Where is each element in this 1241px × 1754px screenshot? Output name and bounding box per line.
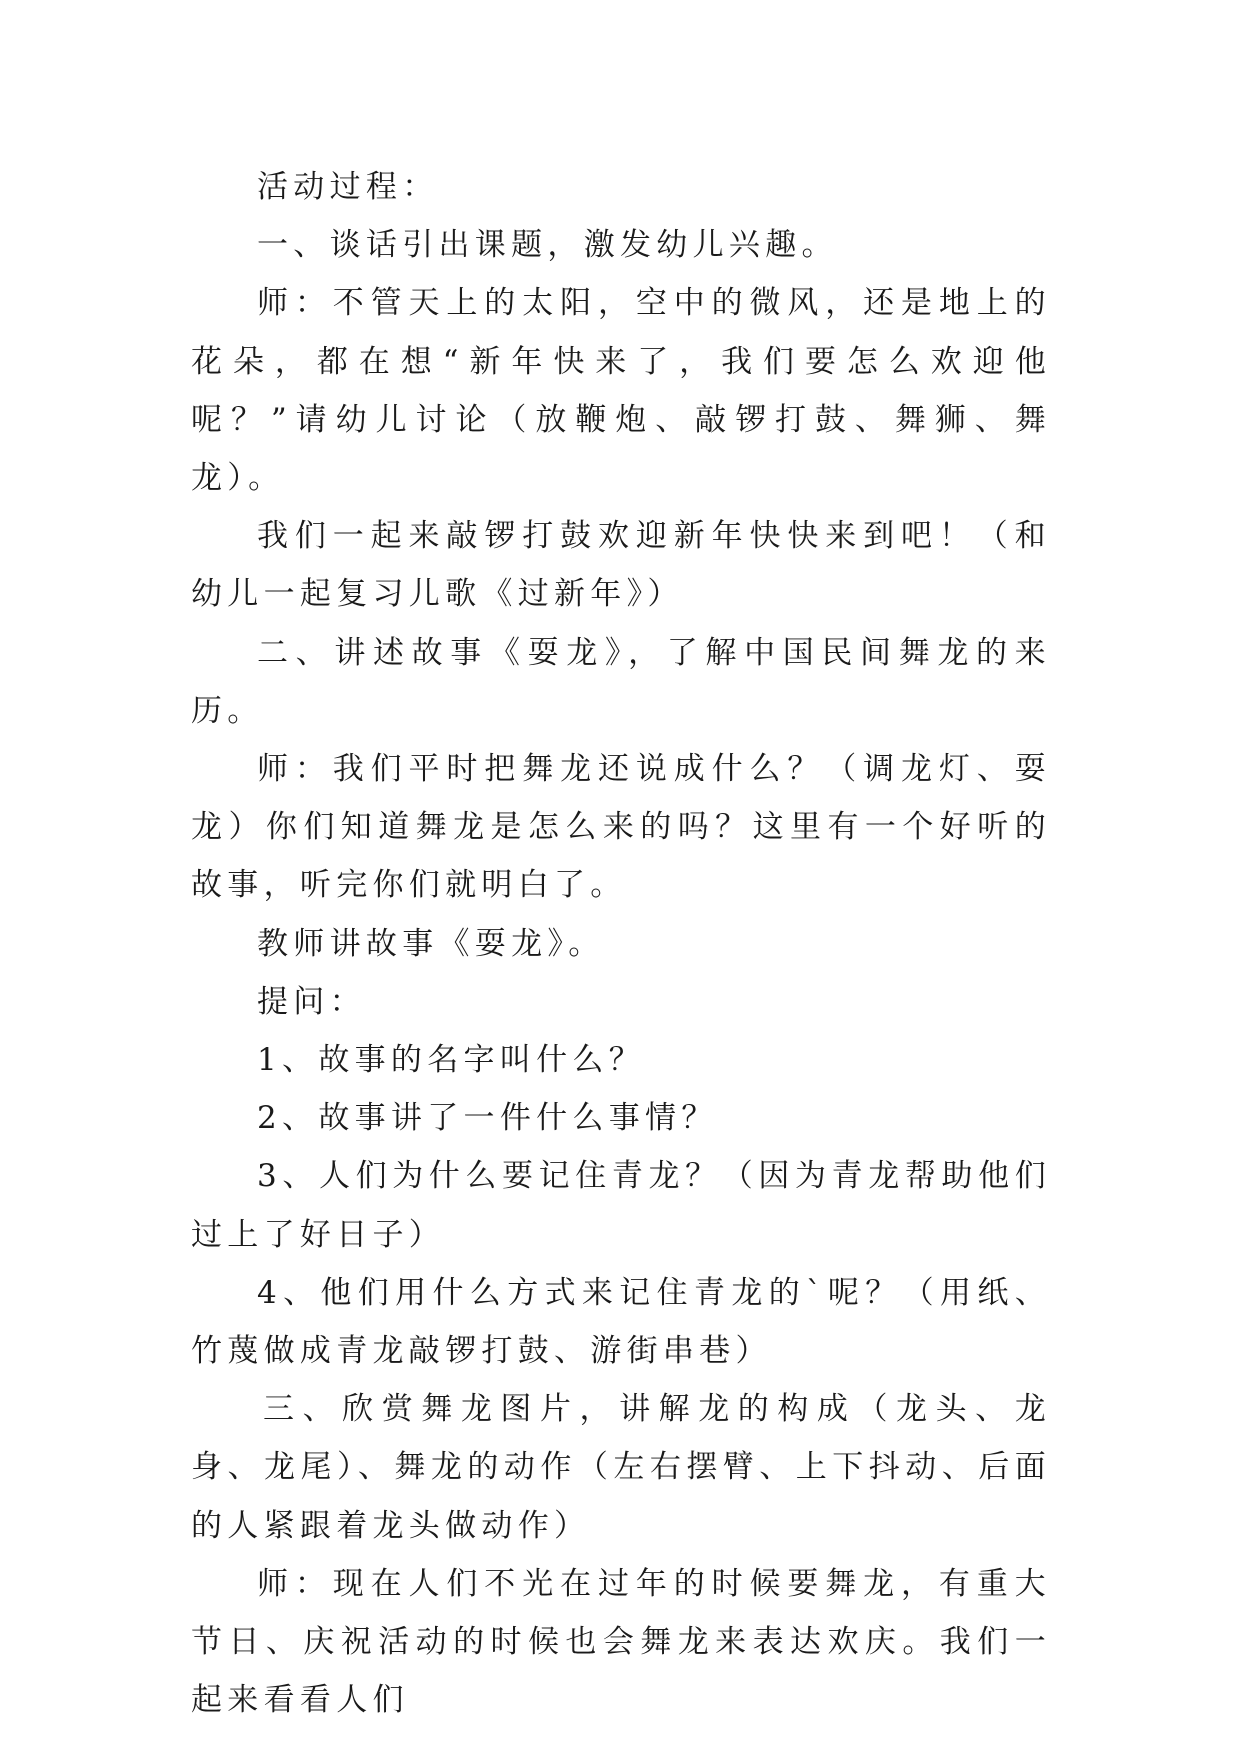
paragraph-teacher-intro: 师：不管天上的太阳，空中的微风，还是地上的花朵，都在想“新年快来了，我们要怎么欢迎他呢？”请幼儿讨论（放鞭炮、敲锣打鼓、舞狮、舞龙）。	[191, 285, 1051, 497]
document-body	[191, 158, 1051, 1729]
paragraph-teacher-question: 师：我们平时把舞龙还说成什么？（调龙灯、耍龙）你们知道舞龙是怎么来的吗？这里有一个好听的故事，听完你们就明白了。	[191, 751, 1051, 904]
paragraph-section-two: 二、讲述故事《耍龙》，了解中国民间舞龙的来历。	[191, 634, 1051, 729]
paragraph-section-three: 三、欣赏舞龙图片，讲解龙的构成（龙头、龙身、龙尾）、舞龙的动作（左右摆臂、上下抖动、后面的人紧跟着龙头做动作）	[191, 1391, 1051, 1544]
paragraph-question-1: 1、故事的名字叫什么？	[257, 1042, 646, 1079]
paragraph-question-3: 3、人们为什么要记住青龙？（因为青龙帮助他们过上了好日子）	[191, 1158, 1051, 1253]
paragraph-teacher-closing: 师：现在人们不光在过年的时候要舞龙，有重大节日、庆祝活动的时候也会舞龙来表达欢庆。我们一起来看看人们	[191, 1565, 1051, 1719]
paragraph-activity-process: 活动过程：	[257, 169, 439, 205]
paragraph-questions-heading: 提问：	[257, 983, 366, 1020]
paragraph-teacher-story: 教师讲故事《耍龙》。	[257, 925, 605, 962]
paragraph-section-one: 一、谈话引出课题，激发幼儿兴趣。	[257, 227, 838, 264]
paragraph-question-2: 2、故事讲了一件什么事情？	[257, 1100, 718, 1137]
paragraph-question-4: 4、他们用什么方式来记住青龙的`呢？（用纸、竹蔑做成青龙敲锣打鼓、游街串巷）	[191, 1274, 1051, 1370]
paragraph-drum-welcome: 我们一起来敲锣打鼓欢迎新年快快来到吧！（和幼儿一起复习儿歌《过新年》）	[191, 518, 1051, 613]
